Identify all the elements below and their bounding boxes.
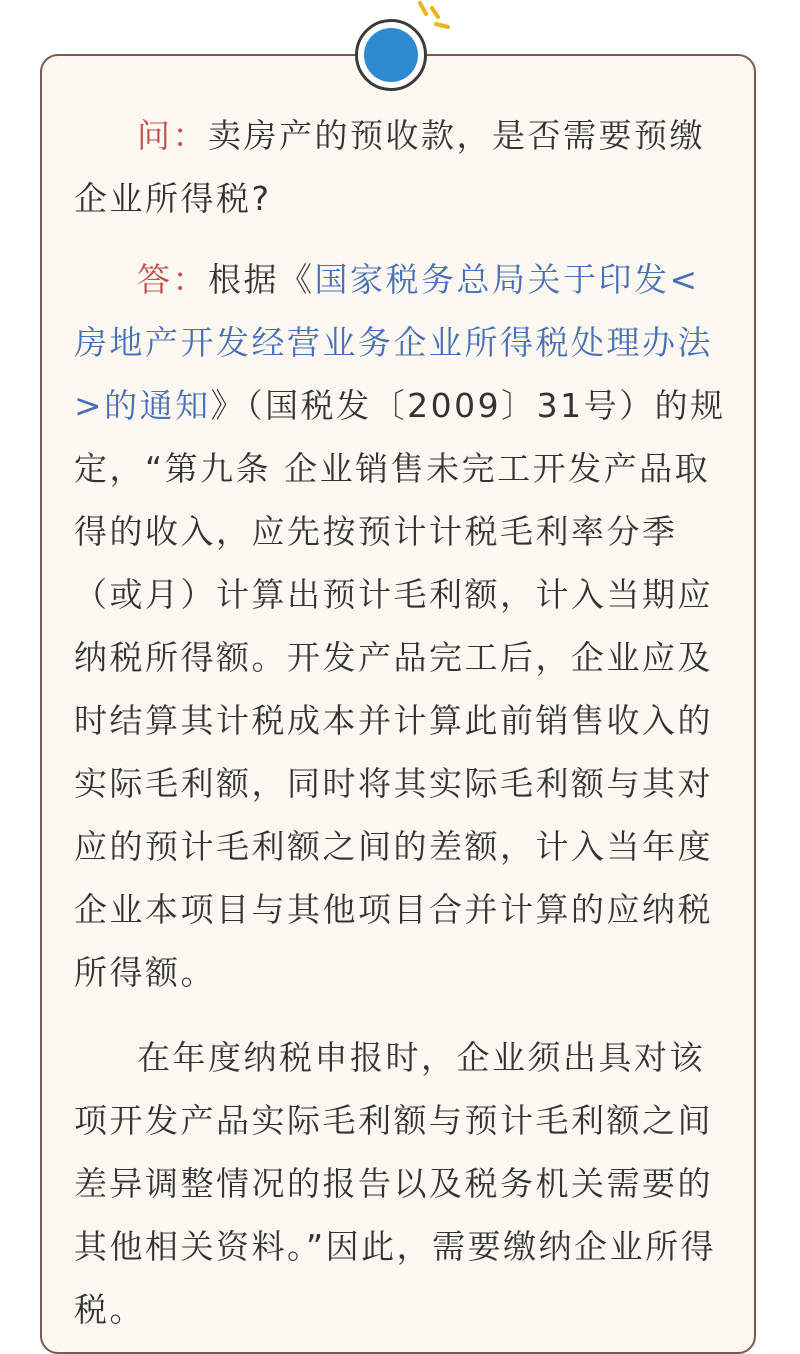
question-text: 卖房产的预收款，是否需要预缴企业所得税? [74,116,705,218]
answer-paragraph [74,248,730,1004]
qa-content [74,104,730,1341]
answer-label: 答： [137,260,208,299]
answer-paragraph-2: 在年度纳税申报时，企业须出具对该项开发产品实际毛利额与预计毛利额之间差异调整情况的报告以及税务机关需要的其他相关资料。”因此，需要缴纳企业所得税。 [74,1038,717,1329]
question-paragraph [74,104,730,230]
answer-intro: 根据《 [208,260,315,299]
document-title-link[interactable]: 国家税务总局关于印发<房地产开发经营业务企业所得税处理办法>的通知 [74,260,713,425]
badge-fill [364,28,418,82]
sparkle-icon [414,0,458,36]
question-label: 问： [137,116,208,155]
answer-body: 》（国税发〔2009〕31号）的规定，“第九条 企业销售未完工开发产品取得的收入，应先按预计计税毛利率分季（或月）计算出预计毛利额，计入当期应纳税所得额。开发产品完工后，企业应及时结算其计税成本并计算此前销售收入的实际毛利额，同时将其实际毛利额与其对应的预计毛利额之间的差额，计入当年度企业本项目与其他项目合并计算的应纳税所得额。 [74,386,726,992]
